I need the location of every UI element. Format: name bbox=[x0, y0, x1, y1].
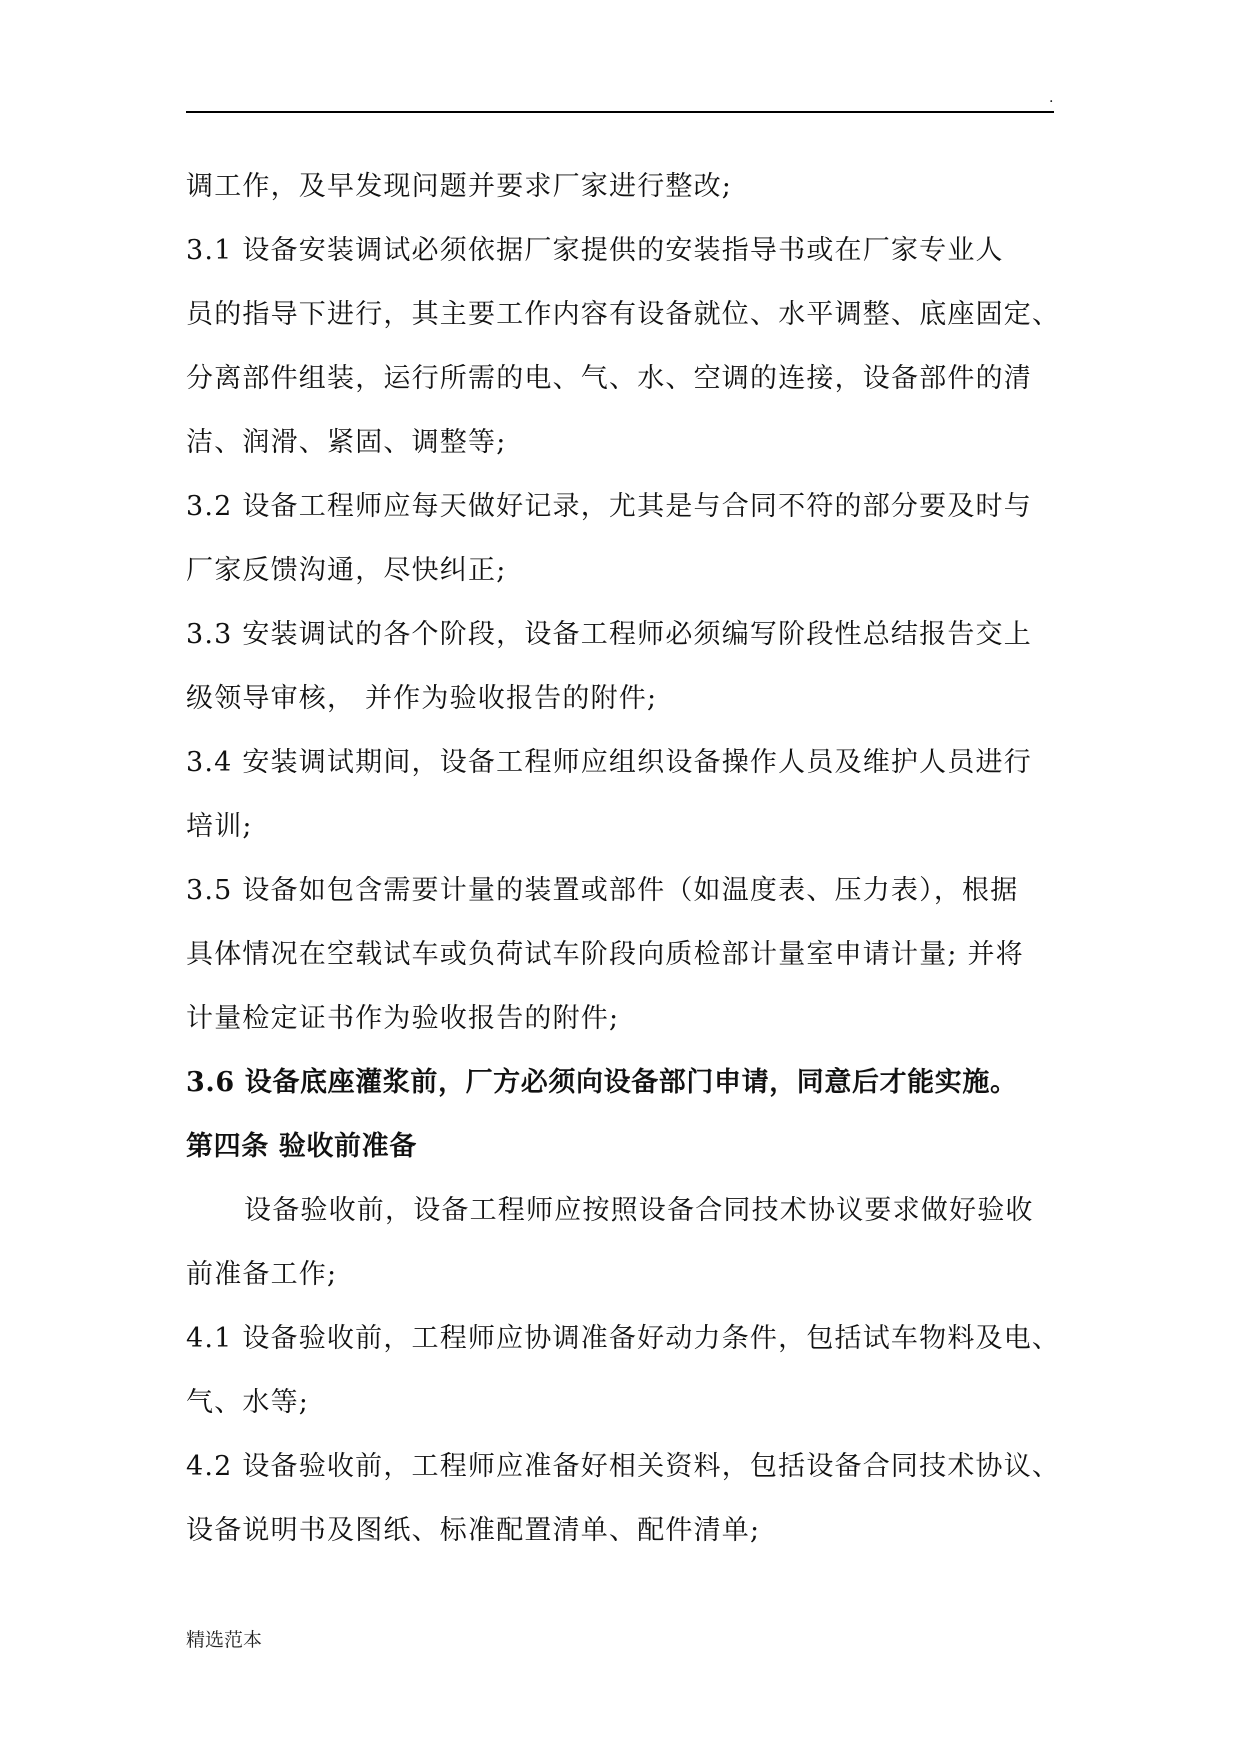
clause-3-4-line: 3.4 安装调试期间，设备工程师应组织设备操作人员及维护人员进行 bbox=[186, 747, 1032, 778]
paragraph-line: 调工作，及早发现问题并要求厂家进行整改; bbox=[186, 171, 733, 202]
header-mark: . bbox=[1049, 90, 1054, 106]
header-rule bbox=[186, 111, 1054, 113]
paragraph-line: 计量检定证书作为验收报告的附件; bbox=[186, 1003, 620, 1034]
paragraph-line: 前准备工作; bbox=[186, 1259, 338, 1290]
clause-3-6-line: 3.6 设备底座灌浆前，厂方必须向设备部门申请，同意后才能实施。 bbox=[186, 1067, 1018, 1098]
paragraph-line: 设备验收前，设备工程师应按照设备合同技术协议要求做好验收 bbox=[244, 1195, 1034, 1226]
document-body bbox=[186, 155, 1061, 1563]
paragraph-line: 设备说明书及图纸、标准配置清单、配件清单; bbox=[186, 1515, 761, 1546]
clause-3-3-line: 3.3 安装调试的各个阶段，设备工程师必须编写阶段性总结报告交上 bbox=[186, 619, 1032, 650]
paragraph-line: 洁、润滑、紧固、调整等; bbox=[186, 427, 507, 458]
paragraph-line: 员的指导下进行，其主要工作内容有设备就位、水平调整、底座固定、 bbox=[186, 299, 1061, 330]
paragraph-line: 具体情况在空载试车或负荷试车阶段向质检部计量室申请计量; 并将 bbox=[186, 939, 1024, 970]
clause-3-2-line: 3.2 设备工程师应每天做好记录，尤其是与合同不符的部分要及时与 bbox=[186, 491, 1032, 522]
paragraph-line: 级领导审核， 并作为验收报告的附件; bbox=[186, 683, 658, 714]
paragraph-line: 气、水等; bbox=[186, 1387, 310, 1418]
paragraph-line: 分离部件组装，运行所需的电、气、水、空调的连接，设备部件的清 bbox=[186, 363, 1032, 394]
clause-3-1-line: 3.1 设备安装调试必须依据厂家提供的安装指导书或在厂家专业人 bbox=[186, 235, 1004, 266]
paragraph-line: 培训; bbox=[186, 811, 253, 842]
footer-label: 精选范本 bbox=[186, 1629, 263, 1651]
clause-4-2-line: 4.2 设备验收前，工程师应准备好相关资料，包括设备合同技术协议、 bbox=[186, 1451, 1061, 1482]
section-heading: 第四条 验收前准备 bbox=[186, 1131, 417, 1162]
clause-4-1-line: 4.1 设备验收前，工程师应协调准备好动力条件，包括试车物料及电、 bbox=[186, 1323, 1061, 1354]
clause-3-5-line: 3.5 设备如包含需要计量的装置或部件（如温度表、压力表），根据 bbox=[186, 875, 1019, 906]
paragraph-line: 厂家反馈沟通，尽快纠正; bbox=[186, 555, 507, 586]
